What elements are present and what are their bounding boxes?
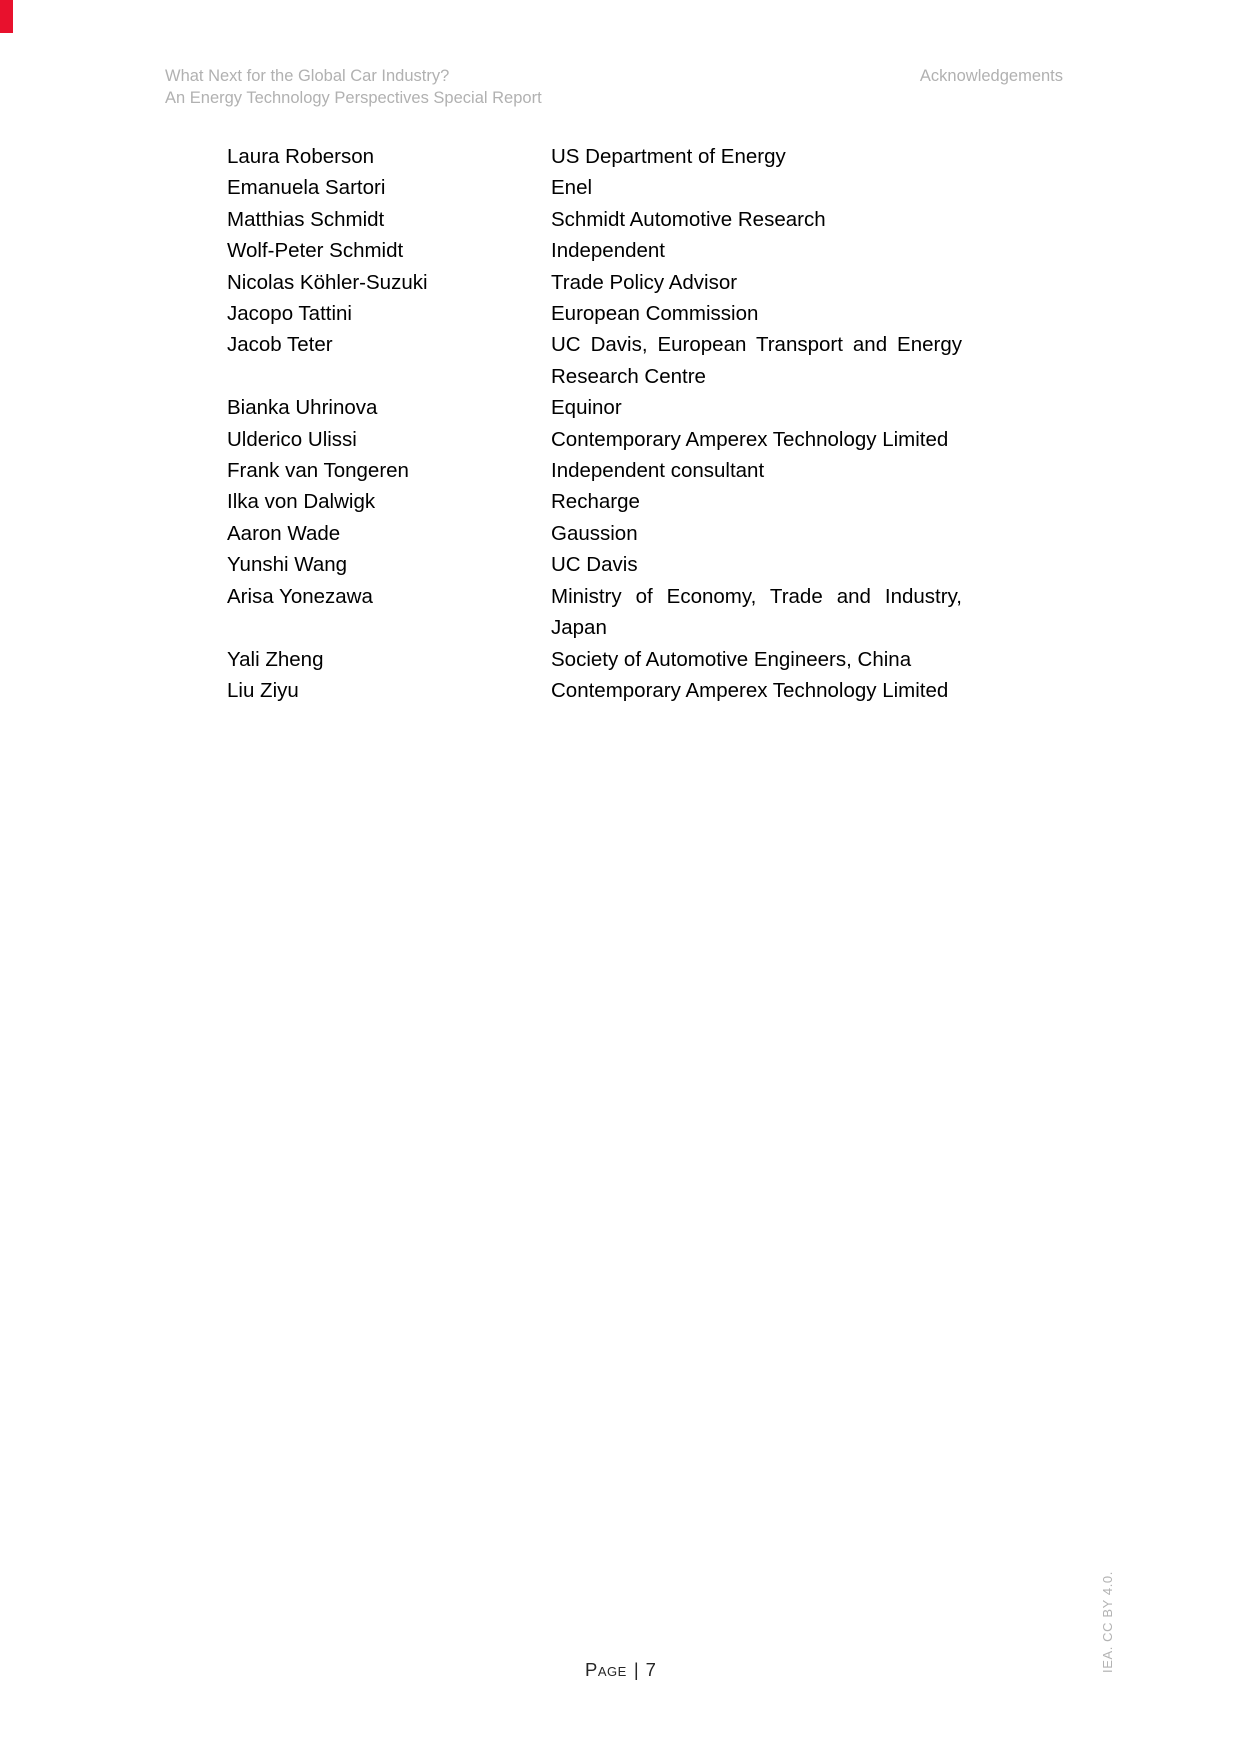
page-number: 7: [645, 1659, 656, 1680]
person-name: Liu Ziyu: [227, 678, 299, 702]
person-row: [227, 235, 962, 266]
organisation-line: Recharge: [551, 490, 640, 514]
person-name: Yali Zheng: [227, 647, 324, 671]
organisation-line: Trade Policy Advisor: [551, 270, 738, 294]
person-name: Nicolas Köhler-Suzuki: [227, 270, 428, 294]
person-name: Aaron Wade: [227, 521, 341, 545]
organisation-line: Schmidt Automotive Research: [551, 207, 826, 231]
person-row: [227, 675, 962, 706]
person-row: [227, 298, 962, 329]
person-name: Yunshi Wang: [227, 553, 348, 577]
page-separator: |: [633, 1659, 639, 1680]
person-organisation: [551, 172, 962, 203]
organisation-line: Enel: [551, 176, 593, 200]
report-title-line1: What Next for the Global Car Industry?: [165, 67, 450, 85]
person-row: [227, 549, 962, 580]
person-row: [227, 172, 962, 203]
person-row: [227, 204, 962, 235]
person-organisation: [551, 518, 962, 549]
person-organisation: [551, 424, 962, 455]
person-name: Ilka von Dalwigk: [227, 490, 376, 514]
organisation-line: Society of Automotive Engineers, China: [551, 647, 912, 671]
person-row: [227, 329, 962, 392]
person-organisation: [551, 204, 962, 235]
person-organisation: [551, 549, 962, 580]
person-name: Laura Roberson: [227, 145, 375, 168]
person-name: Emanuela Sartori: [227, 176, 386, 200]
person-name: Arisa Yonezawa: [227, 584, 373, 608]
red-corner-tab: [0, 0, 13, 33]
organisation-line: Equinor: [551, 396, 622, 420]
organisation-line: Research Centre: [551, 364, 706, 388]
person-name: Wolf-Peter Schmidt: [227, 239, 404, 263]
organisation-line: European Commission: [551, 302, 759, 326]
organisation-line: Japan: [551, 616, 607, 640]
organisation-line: Gaussion: [551, 521, 638, 545]
person-name: Jacopo Tattini: [227, 302, 352, 326]
person-row: [227, 581, 962, 644]
person-name: Ulderico Ulissi: [227, 427, 357, 451]
person-row: [227, 518, 962, 549]
person-organisation: [551, 392, 962, 423]
license-note: IEA. CC BY 4.0.: [1100, 1571, 1115, 1673]
person-organisation: [551, 329, 962, 392]
person-organisation: [551, 675, 962, 706]
acknowledgements-list: [227, 141, 962, 706]
organisation-line: Independent consultant: [551, 459, 765, 483]
person-name: Frank van Tongeren: [227, 459, 409, 483]
person-organisation: [551, 141, 962, 172]
person-row: [227, 424, 962, 455]
person-row: [227, 455, 962, 486]
person-organisation: [551, 235, 962, 266]
person-row: [227, 392, 962, 423]
person-organisation: [551, 267, 962, 298]
report-title-line2: An Energy Technology Perspectives Special Report: [165, 88, 542, 107]
person-row: [227, 267, 962, 298]
person-organisation: [551, 581, 962, 644]
person-row: [227, 486, 962, 517]
page-footer: [0, 1659, 1241, 1681]
person-row: [227, 644, 962, 675]
person-organisation: [551, 486, 962, 517]
person-organisation: [551, 455, 962, 486]
person-name: Bianka Uhrinova: [227, 396, 378, 420]
person-organisation: [551, 298, 962, 329]
organisation-line: Independent: [551, 239, 666, 263]
running-header-title: [165, 66, 542, 109]
page-label: Page: [585, 1659, 627, 1680]
person-name: Jacob Teter: [227, 333, 333, 357]
person-row: [227, 141, 962, 172]
organisation-line: US Department of Energy: [551, 145, 786, 168]
person-name: Matthias Schmidt: [227, 207, 385, 231]
organisation-line: Contemporary Amperex Technology Limited: [551, 427, 949, 451]
organisation-line: Contemporary Amperex Technology Limited: [551, 678, 949, 702]
organisation-line: UC Davis: [551, 553, 638, 577]
running-header-section: Acknowledgements: [919, 67, 1063, 85]
person-organisation: [551, 644, 962, 675]
organisation-line: UC Davis, European Transport and Energy: [551, 333, 962, 357]
organisation-line: Ministry of Economy, Trade and Industry,: [551, 584, 962, 608]
